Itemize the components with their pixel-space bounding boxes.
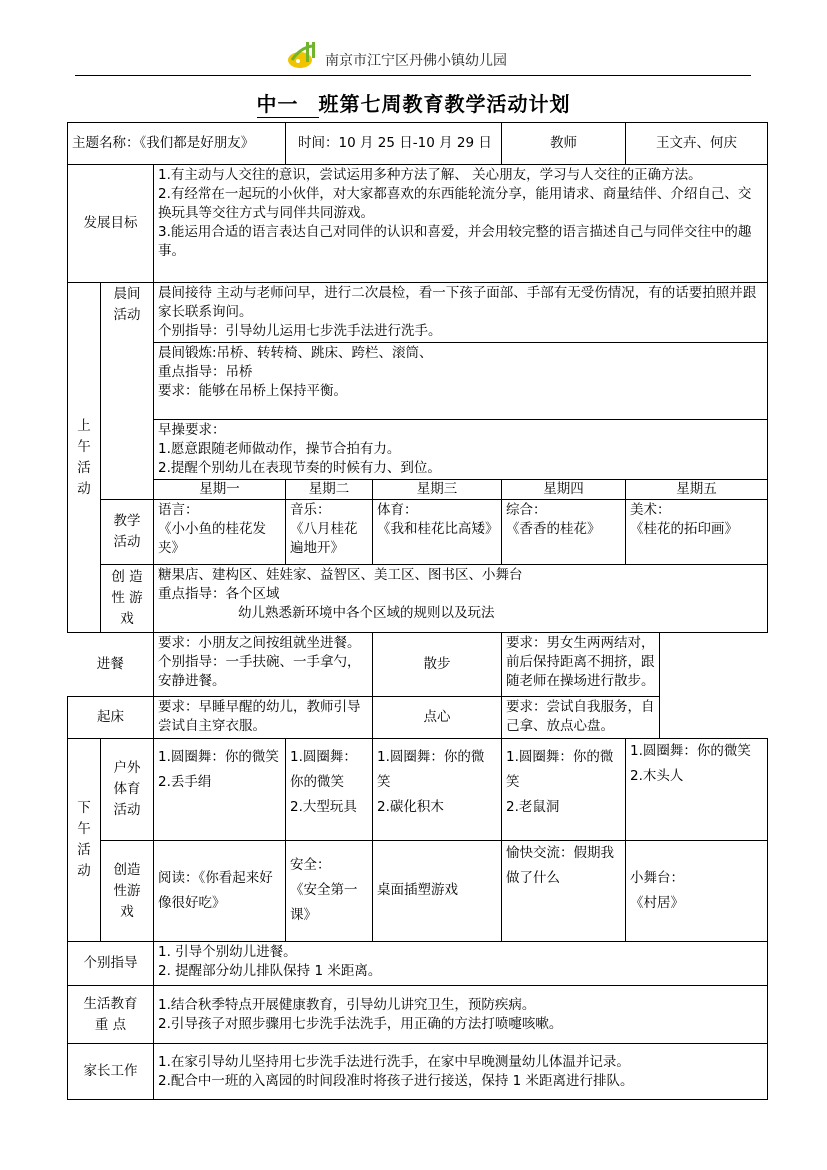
lesson-monday: 语言： 《小小鱼的桂花发夹》: [154, 500, 286, 565]
goal-item: 3.能运用合适的语言表达自己对同伴的认识和喜爱，并会用较完整的语言描述自己与同伴交往中的趣事。: [158, 224, 752, 259]
wake-text: 要求：早睡早醒的幼儿，教师引导尝试自主穿衣服。: [154, 697, 373, 739]
guidance-row: [68, 942, 768, 986]
outdoor-label: 户外 体育 活动: [101, 739, 154, 841]
school-name: 南京市江宁区丹佛小镇幼儿园: [325, 53, 507, 69]
goals-label: 发展目标: [68, 165, 154, 283]
page-title: [0, 88, 827, 118]
info-row: [68, 123, 768, 165]
walk-label: 散步: [373, 633, 502, 697]
afternoon-creative-row: [68, 841, 768, 942]
teacher-names: 王文卉、何庆: [626, 123, 768, 165]
meal-row: [68, 633, 768, 697]
weekday-friday: 星期五: [626, 480, 768, 500]
creative-game-label: 创 造 性 游 戏: [101, 565, 154, 633]
creative-game-content: [154, 565, 768, 633]
outdoor-row: [68, 739, 768, 841]
title-suffix: 班第七周教育教学活动计划: [318, 92, 571, 116]
class-name: 中一: [257, 88, 319, 118]
wake-label: 起床: [68, 697, 154, 739]
weekday-thursday: 星期四: [502, 480, 626, 500]
goals-row: [68, 165, 768, 283]
pm-creative-thursday: 愉快交流：假期我做了什么: [502, 841, 626, 942]
lesson-friday: 美术： 《桂花的拓印画》: [626, 500, 768, 565]
life-education-label: 生活教育 重 点: [68, 986, 154, 1044]
lesson-thursday: 综合： 《香香的桂花》: [502, 500, 626, 565]
weekday-wednesday: 星期三: [373, 480, 502, 500]
page-header: [0, 0, 827, 78]
guidance-text: 1. 引导个别幼儿进餐。 2. 提醒部分幼儿排队保持 1 米距离。: [154, 942, 768, 986]
family-work-label: 家长工作: [68, 1044, 154, 1100]
morning-section-label: 上 午 活 动: [68, 283, 101, 633]
goal-item: 1.有主动与人交往的意识，尝试运用多种方法了解、 关心朋友，学习与人交往的正确方法。: [158, 167, 702, 183]
teaching-label: 教学 活动: [101, 500, 154, 565]
pm-creative-tuesday: 安全： 《安全第一课》: [286, 841, 373, 942]
snack-text: 要求：尝试自我服务，自己拿、放点心盘。: [502, 697, 660, 739]
pm-creative-friday: 小舞台： 《村居》: [626, 841, 768, 942]
snack-label: 点心: [373, 697, 502, 739]
morning-exercise: 晨间锻炼:吊桥、转转椅、跳床、跨栏、滚筒、 重点指导：吊桥 要求：能够在吊桥上保持平衡。: [154, 343, 768, 420]
pm-creative-wednesday: 桌面插塑游戏: [373, 841, 502, 942]
teacher-label: 教师: [502, 123, 626, 165]
outdoor-thursday: 1.圆圈舞：你的微笑 2.老鼠洞: [502, 739, 626, 841]
afternoon-creative-label: 创造 性游 戏: [101, 841, 154, 942]
life-education-text: 1.结合秋季特点开展健康教育，引导幼儿讲究卫生，预防疾病。 2.引导孩子对照步骤用七步洗手法洗手，用正确的方法打喷嚏咳嗽。: [154, 986, 768, 1044]
family-work-row: [68, 1044, 768, 1100]
goals-content: [154, 165, 768, 283]
lesson-wednesday: 体育： 《我和桂花比高矮》: [373, 500, 502, 565]
header-divider: [75, 75, 751, 76]
outdoor-friday: 1.圆圈舞：你的微笑 2.木头人: [626, 739, 768, 841]
outdoor-tuesday: 1.圆圈舞：你的微笑 2.大型玩具: [286, 739, 373, 841]
theme-name: 主题名称：《我们都是好朋友》: [68, 123, 286, 165]
afternoon-section-label: 下 午 活 动: [68, 739, 101, 942]
teaching-row: [68, 500, 768, 565]
creative-focus: 重点指导：各个区域: [158, 586, 280, 602]
lesson-tuesday: 音乐： 《八月桂花遍地开》: [286, 500, 373, 565]
creative-desc: 幼儿熟悉新环境中各个区域的规则以及玩法: [238, 605, 495, 621]
meal-text: 要求：小朋友之间按组就坐进餐。 个别指导：一手扶碗、一手拿勺，安静进餐。: [154, 633, 373, 697]
date-range: 时间：10 月 25 日-10 月 29 日: [286, 123, 502, 165]
outdoor-monday: 1.圆圈舞：你的微笑 2.丢手绢: [154, 739, 286, 841]
outdoor-wednesday: 1.圆圈舞：你的微笑 2.碳化积木: [373, 739, 502, 841]
morning-drill: 早操要求： 1.愿意跟随老师做动作，操节合拍有力。 2.提醒个别幼儿在表现节奏的时候有力、到位。: [154, 420, 768, 480]
walk-text: 要求：男女生两两结对，前后保持距离不拥挤，跟随老师在操场进行散步。: [502, 633, 660, 697]
weekly-plan-table: [67, 122, 768, 1100]
morning-activity-label: 晨间 活动: [101, 283, 154, 500]
wake-row: [68, 697, 768, 739]
morning-reception: 晨间接待 主动与老师问早，进行二次晨检，看一下孩子面部、手部有无受伤情况，有的话要拍照并跟家长联系询问。 个别指导：引导幼儿运用七步洗手法进行洗手。: [154, 283, 768, 343]
kindergarten-logo-icon: [286, 40, 320, 70]
weekday-monday: 星期一: [154, 480, 286, 500]
creative-game-row: [68, 565, 768, 633]
meal-label: 进餐: [68, 633, 154, 697]
creative-areas: 糖果店、建构区、娃娃家、益智区、美工区、图书区、小舞台: [158, 567, 523, 583]
life-education-row: [68, 986, 768, 1044]
weekday-tuesday: 星期二: [286, 480, 373, 500]
family-work-text: 1.在家引导幼儿坚持用七步洗手法进行洗手，在家中早晚测量幼儿体温并记录。 2.配合中一班的入离园的时间段准时将孩子进行接送，保持 1 米距离进行排队。: [154, 1044, 768, 1100]
goal-item: 2.有经常在一起玩的小伙伴，对大家都喜欢的东西能轮流分享，能用请求、商量结伴、介绍自己、交换玩具等交往方式与同伴共同游戏。: [158, 186, 752, 221]
weekday-header-row: [68, 480, 768, 500]
guidance-label: 个别指导: [68, 942, 154, 986]
pm-creative-monday: 阅读：《你看起来好像很好吃》: [154, 841, 286, 942]
